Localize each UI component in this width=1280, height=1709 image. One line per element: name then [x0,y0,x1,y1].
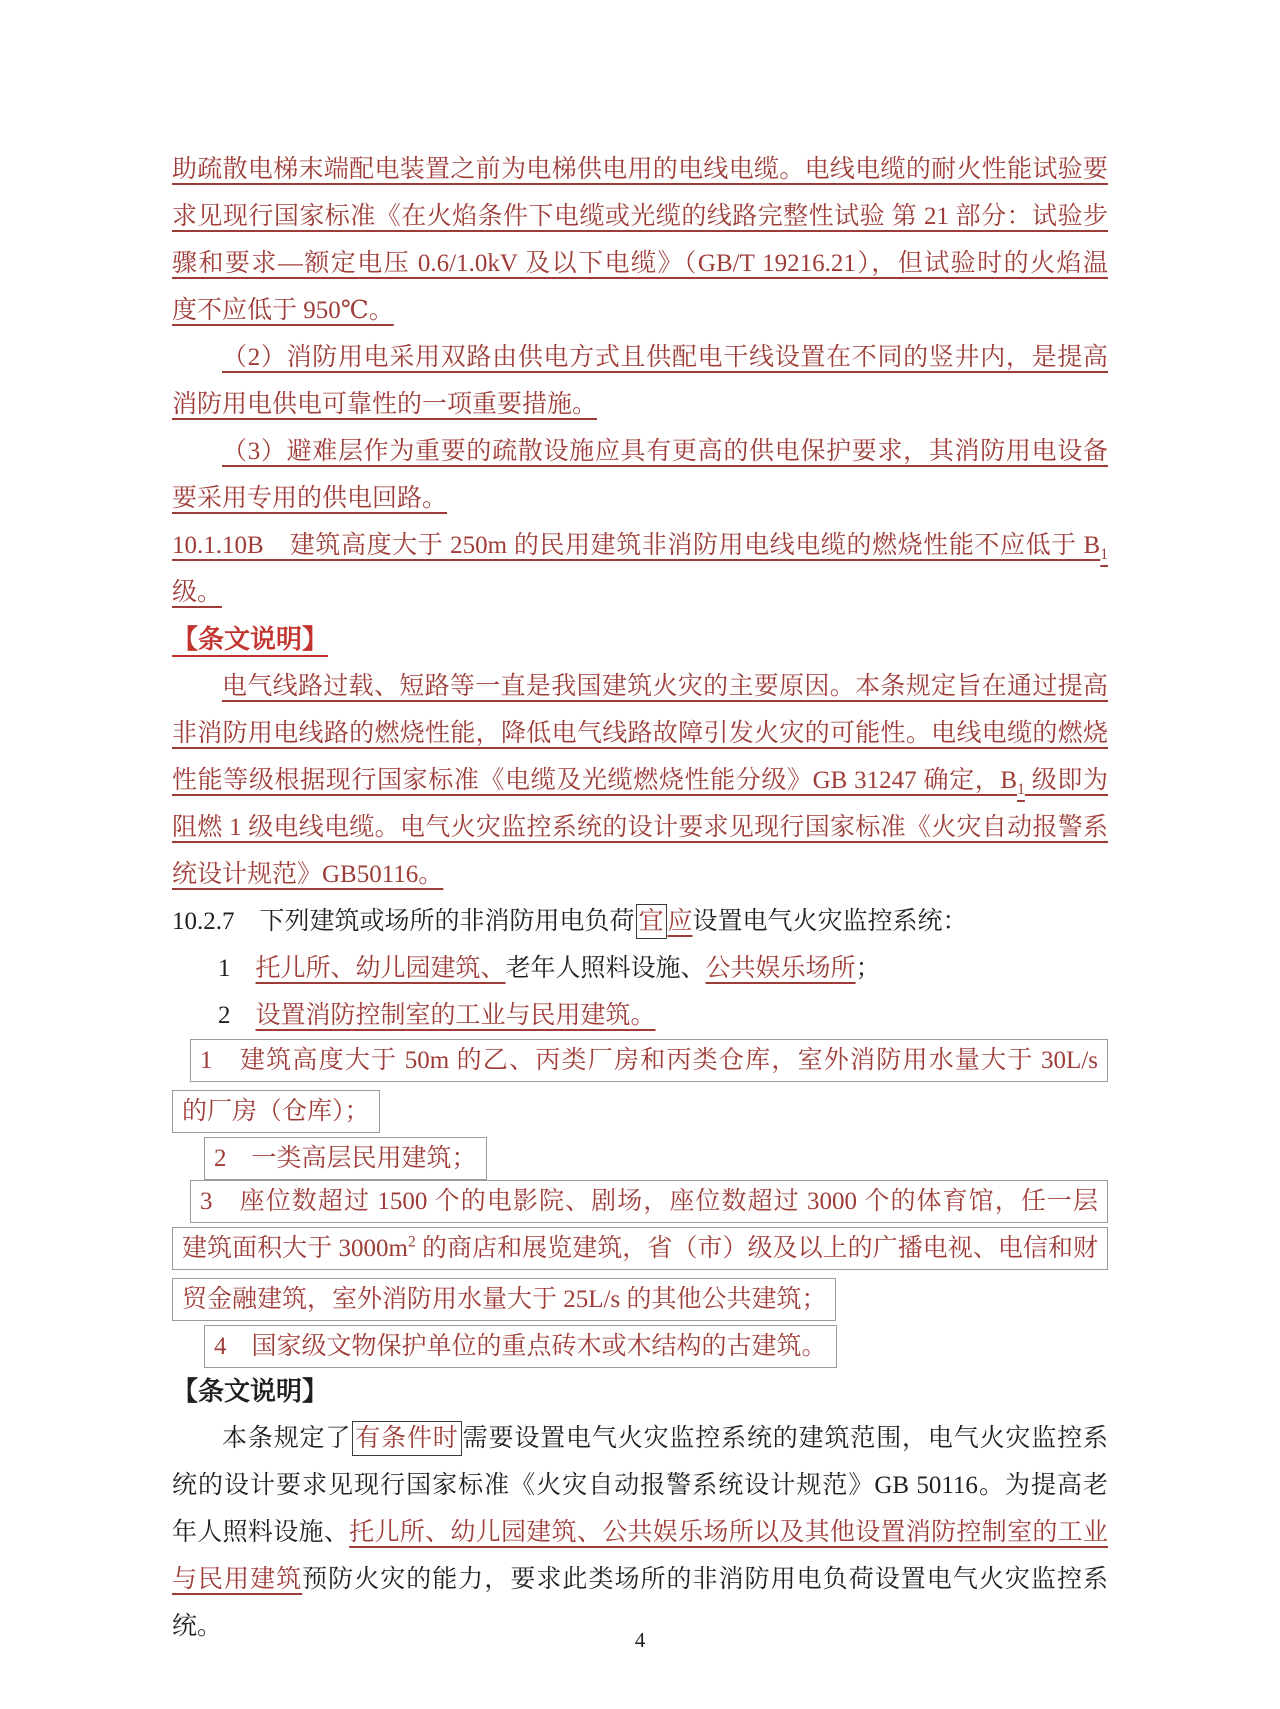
text-segment: 1 建筑高度大于 50m 的乙、丙类厂房和丙类仓库，室外消防用水量大于 30L/s [200,1047,1098,1074]
text-segment: 托儿所、幼儿园建筑、公共娱乐场所以及其他设置消防控制室的工业 [349,1519,1108,1546]
text-line [172,522,1108,569]
text-segment: 性能等级根据现行国家标准《电缆及光缆燃烧性能分级》GB 31247 确定，B [172,767,1018,794]
text-line [172,381,1108,428]
text-segment: 本条规定了 [222,1425,352,1452]
revision-box [204,1137,487,1180]
text-line [172,428,1108,475]
text-segment: （3）避难层作为重要的疏散设施应具有更高的供电保护要求，其消防用电设备 [222,438,1108,465]
text-segment: 骤和要求—额定电压 0.6/1.0kV 及以下电缆》（GB/T 19216.21），但试验时的火焰温 [172,250,1108,277]
section-heading-red [172,616,1108,663]
text-segment: 建筑面积大于 3000m [182,1235,408,1262]
text-segment: 老年人照料设施、 [505,955,706,982]
revision-box [190,1180,1108,1223]
text-line [172,1180,1108,1227]
revision-box [172,1227,1108,1270]
revision-box [190,1039,1108,1082]
text-line [172,287,1108,334]
text-line [172,851,1108,898]
text-segment: 阻燃 1 级电线电缆。电气火灾监控系统的设计要求见现行国家标准《火灾自动报警系 [172,814,1108,841]
text-line [172,475,1108,522]
text-segment: 度不应低于 950℃。 [172,297,394,324]
document-body [172,146,1108,1650]
text-segment: 贸金融建筑，室外消防用水量大于 25L/s 的其他公共建筑； [182,1285,827,1313]
text-segment: 托儿所、幼儿园建筑、 [255,955,506,982]
text-segment: 助疏散电梯末端配电装置之前为电梯供电用的电线电缆。电线电缆的耐火性能试验要 [172,156,1108,183]
boxed-term: 有条件时 [352,1421,461,1456]
text-segment: 2 一类高层民用建筑； [214,1144,477,1172]
text-line [172,1039,1108,1086]
text-line [172,1415,1108,1462]
revision-box [172,1090,380,1133]
text-line [172,240,1108,287]
text-line [172,193,1108,240]
text-segment: 要采用专用的供电回路。 [172,485,448,512]
revision-box [172,1278,836,1321]
text-line [172,992,1108,1039]
text-segment: 求见现行国家标准《在火焰条件下电缆或光缆的线路完整性试验 第 21 部分：试验步 [172,203,1108,230]
text-line [172,1086,1108,1133]
text-line [172,569,1108,616]
text-segment: 【条文说明】 [172,1377,329,1406]
text-segment: 10.2.7 下列建筑或场所的非消防用电负荷 [172,908,635,935]
text-segment: ； [855,955,881,982]
text-segment: 设置电气火灾监控系统： [692,908,968,935]
boxed-term: 宜 [636,904,667,939]
text-segment: 2 [407,1233,416,1251]
text-segment: 预防火灾的能力，要求此类场所的非消防用电负荷设置电气火灾监控系 [302,1566,1108,1593]
text-segment: 2 [218,1002,256,1029]
text-line [172,757,1108,804]
text-segment: 3 座位数超过 1500 个的电影院、剧场，座位数超过 3000 个的体育馆，任一层 [200,1188,1098,1215]
text-line [172,1274,1108,1321]
text-segment: 的商店和展览建筑，省（市）级及以上的广播电视、电信和财 [415,1235,1098,1262]
text-segment: 需要设置电气火灾监控系统的建筑范围，电气火灾监控系 [462,1425,1108,1452]
text-line [172,710,1108,757]
section-heading-black [172,1368,1108,1415]
text-segment: 1 [1100,546,1108,563]
text-line [172,1556,1108,1603]
text-segment: 1 [218,955,256,982]
text-segment: 【条文说明】 [172,625,329,654]
text-line [172,1462,1108,1509]
text-segment: 消防用电供电可靠性的一项重要措施。 [172,391,598,418]
text-segment: 级。 [172,579,223,606]
text-segment: 统设计规范》GB50116。 [172,861,444,888]
text-segment: 1 [1017,781,1025,798]
text-segment: 电气线路过载、短路等一直是我国建筑火灾的主要原因。本条规定旨在通过提高 [222,673,1108,700]
revision-box [204,1325,837,1368]
text-segment: （2）消防用电采用双路由供电方式且供配电干线设置在不同的竖井内，是提高 [222,344,1108,371]
clause-10-2-7 [172,898,1108,945]
text-segment: 统的设计要求见现行国家标准《火灾自动报警系统设计规范》GB 50116。为提高老 [172,1472,1108,1499]
text-segment: 的厂房（仓库）； [182,1097,370,1125]
text-line [172,663,1108,710]
text-line [172,146,1108,193]
text-segment: 年人照料设施、 [172,1519,350,1546]
page-number: 4 [634,1628,646,1652]
text-line [172,1227,1108,1274]
text-segment: 设置消防控制室的工业与民用建筑。 [255,1002,656,1029]
text-segment: 统。 [172,1613,223,1640]
text-line [172,1509,1108,1556]
text-segment: 应 [667,908,693,935]
text-line [172,334,1108,381]
text-segment: 4 国家级文物保护单位的重点砖木或木结构的古建筑。 [214,1332,827,1360]
text-segment: 级即为 [1024,767,1108,794]
text-segment: 非消防用电线路的燃烧性能，降低电气线路故障引发火灾的可能性。电线电缆的燃烧 [172,720,1108,747]
text-segment: 与民用建筑 [172,1566,303,1593]
text-segment: 公共娱乐场所 [705,955,856,982]
text-line [172,1133,1108,1180]
text-line [172,945,1108,992]
text-line [172,804,1108,851]
text-line [172,1321,1108,1368]
text-segment: 10.1.10B 建筑高度大于 250m 的民用建筑非消防用电线电缆的燃烧性能不应低于 B [172,532,1101,559]
